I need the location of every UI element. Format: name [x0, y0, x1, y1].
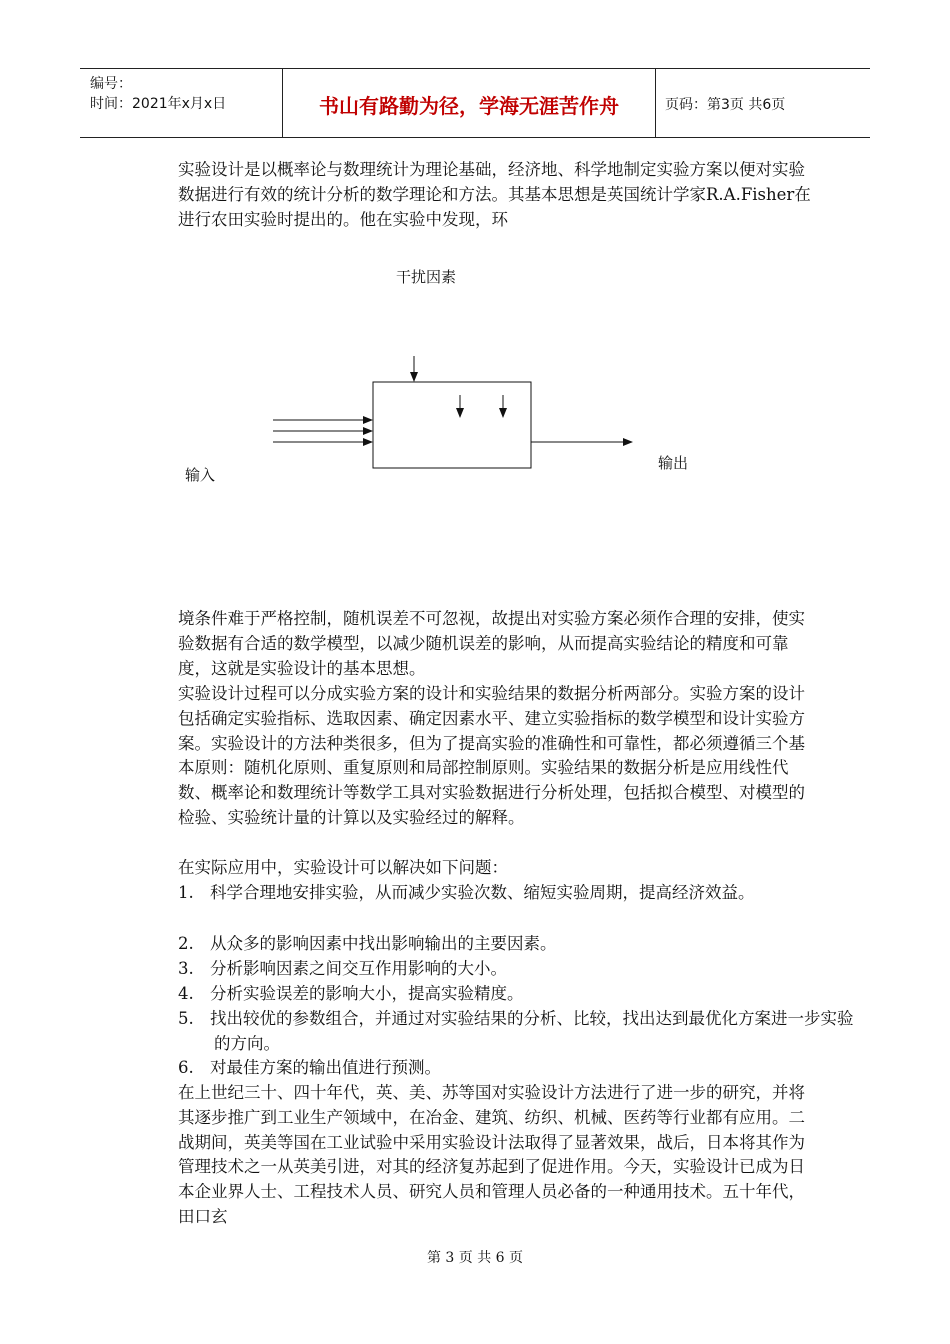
- date-label: 时间：2021年x月x日: [90, 96, 227, 112]
- process-paragraph: 实验设计过程可以分成实验方案的设计和实验结果的数据分析两部分。实验方案的设计包括确定实验指标、选取因素、确定因素水平、建立实验指标的数学模型和设计实验方案。实验设计的方法种类很多，但为了提高实验的准确性和可靠性，都必须遵循三个基本原则：随机化原则、重复原则和局部控制原则。实验结果的数据分析是应用线性代数、概率论和数理统计等数学工具对实验数据进行分析处理，包括拟合模型、对模型的检验、实验统计量的计算以及实验经过的解释。: [178, 684, 805, 827]
- motto: 书山有路勤为径，学海无涯苦作舟: [319, 94, 619, 118]
- history-paragraph: 在上世纪三十、四十年代，英、美、苏等国对实验设计方法进行了进一步的研究，并将其逐步推广到工业生产领域中，在冶金、建筑、纺织、机械、医药等行业都有应用。二战期间，英美等国在工业试验中采用实验设计法取得了显著效果，战后，日本将其作为管理技术之一从英美引进，对其的经济复苏起到了促进作用。今天，实验设计已成为日本企业界人士、工程技术人员、研究人员和管理人员必备的一种通用技术。五十年代，田口玄: [178, 1083, 805, 1226]
- page-label: 页码：第3页 共6页: [665, 97, 786, 113]
- apply-paragraph: 在实际应用中，实验设计可以解决如下问题：: [178, 858, 508, 877]
- list-item: 4. 分析实验误差的影响大小，提高实验精度。: [178, 984, 524, 1003]
- page-footer: 第 3 页 共 6 页: [426, 1250, 524, 1266]
- intro-paragraph: 实验设计是以概率论与数理统计为理论基础，经济地、科学地制定实验方案以便对实验数据进行有效的统计分析的数学理论和方法。其基本思想是英国统计学家R.A.Fisher在进行农田实验时提出的。他在实验中发现，环: [178, 160, 811, 229]
- list-item: 6. 对最佳方案的输出值进行预测。: [178, 1058, 441, 1077]
- disturbance-label: 干扰因素: [396, 268, 457, 286]
- list-item: 1. 科学合理地安排实验，从而减少实验次数、缩短实验周期，提高经济效益。: [178, 883, 755, 902]
- list-item: 5. 找出较优的参数组合，并通过对实验结果的分析、比较，找出达到最优化方案进一步实验的方向。: [178, 1009, 854, 1053]
- continue-paragraph: 境条件难于严格控制，随机误差不可忽视，故提出对实验方案必须作合理的安排，使实验数据有合适的数学模型，以减少随机误差的影响，从而提高实验结论的精度和可靠度，这就是实验设计的基本思想。: [178, 609, 805, 678]
- list-item: 3. 分析影响因素之间交互作用影响的大小。: [178, 959, 507, 978]
- diagram-graphic: [0, 0, 950, 600]
- output-label: 输出: [658, 454, 689, 472]
- serial-label: 编号：: [90, 76, 132, 92]
- list-item: 2. 从众多的影响因素中找出影响输出的主要因素。: [178, 934, 557, 953]
- input-label: 输入: [185, 466, 216, 484]
- system-box: [373, 382, 531, 468]
